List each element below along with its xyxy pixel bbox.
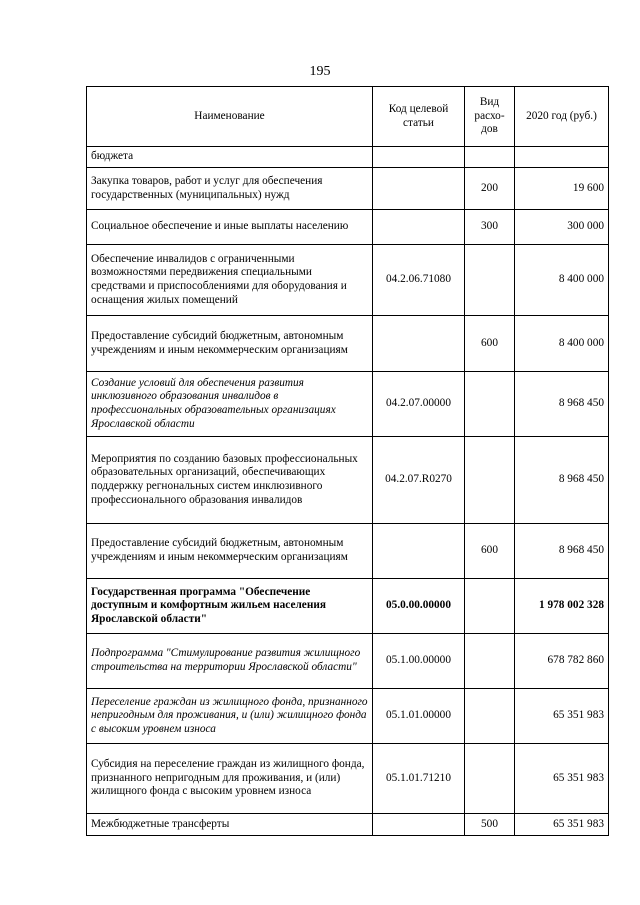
row-name: Социальное обеспечение и иные выплаты населению — [87, 210, 373, 245]
budget-table — [86, 86, 609, 836]
row-sum: 8 968 450 — [515, 372, 609, 437]
table-row — [87, 689, 609, 744]
row-type — [465, 372, 515, 437]
header-sum: 2020 год (руб.) — [515, 87, 609, 147]
row-sum: 65 351 983 — [515, 744, 609, 814]
row-type — [465, 245, 515, 316]
row-sum: 8 400 000 — [515, 316, 609, 372]
table-row — [87, 814, 609, 836]
row-code — [373, 147, 465, 168]
page-number: 195 — [309, 64, 331, 79]
row-type: 200 — [465, 168, 515, 210]
row-sum: 1 978 002 328 — [515, 579, 609, 634]
table-row — [87, 147, 609, 168]
row-code — [373, 316, 465, 372]
table-row — [87, 524, 609, 579]
row-code — [373, 210, 465, 245]
row-code: 05.0.00.00000 — [373, 579, 465, 634]
table-row — [87, 579, 609, 634]
row-sum: 678 782 860 — [515, 634, 609, 689]
table-body — [87, 147, 609, 836]
row-type — [465, 147, 515, 168]
table-row — [87, 316, 609, 372]
table-row — [87, 372, 609, 437]
row-sum: 8 968 450 — [515, 524, 609, 579]
row-type — [465, 689, 515, 744]
row-sum: 65 351 983 — [515, 689, 609, 744]
row-code: 05.1.01.71210 — [373, 744, 465, 814]
row-type — [465, 579, 515, 634]
table-row — [87, 168, 609, 210]
row-type — [465, 634, 515, 689]
row-type: 300 — [465, 210, 515, 245]
row-name: Субсидия на переселение граждан из жилищного фонда, признанного непригодным для проживания, и (или) жилищного фонда с высоким уровнем износа — [87, 744, 373, 814]
row-type: 500 — [465, 814, 515, 836]
row-name: Обеспечение инвалидов с ограниченными возможностями передвижения специальными средствами и приспособлениями для оборудования и оснащения жилых помещений — [87, 245, 373, 316]
row-name: Государственная программа "Обеспечение доступным и комфортным жильем населения Ярославской области" — [87, 579, 373, 634]
table-header-row — [87, 87, 609, 147]
row-type: 600 — [465, 524, 515, 579]
row-code — [373, 168, 465, 210]
row-code: 04.2.06.71080 — [373, 245, 465, 316]
row-code: 05.1.01.00000 — [373, 689, 465, 744]
table-row — [87, 634, 609, 689]
table-row — [87, 245, 609, 316]
table-row — [87, 744, 609, 814]
row-code — [373, 524, 465, 579]
header-code: Код целевой статьи — [373, 87, 465, 147]
row-code: 05.1.00.00000 — [373, 634, 465, 689]
row-name: Предоставление субсидий бюджетным, автономным учреждениям и иным некоммерческим организациям — [87, 524, 373, 579]
row-sum — [515, 147, 609, 168]
row-sum: 8 968 450 — [515, 437, 609, 524]
header-name: Наименование — [87, 87, 373, 147]
row-name: Мероприятия по созданию базовых профессиональных образовательных организаций, обеспечивающих поддержку регнональных систем инклюзивного профессионального образования инвалидов — [87, 437, 373, 524]
row-name: бюджета — [87, 147, 373, 168]
row-name: Создание условий для обеспечения развития инклюзивного образования инвалидов в профессиональных образовательных организациях Ярославской области — [87, 372, 373, 437]
row-type — [465, 744, 515, 814]
row-type — [465, 437, 515, 524]
row-name: Предоставление субсидий бюджетным, автономным учреждениям и иным некоммерческим организациям — [87, 316, 373, 372]
row-code: 04.2.07.R0270 — [373, 437, 465, 524]
table-row — [87, 210, 609, 245]
table-row — [87, 437, 609, 524]
header-type: Вид расхо-дов — [465, 87, 515, 147]
row-sum: 65 351 983 — [515, 814, 609, 836]
row-code — [373, 814, 465, 836]
row-type: 600 — [465, 316, 515, 372]
row-name: Закупка товаров, работ и услуг для обеспечения государственных (муниципальных) нужд — [87, 168, 373, 210]
row-name: Межбюджетные трансферты — [87, 814, 373, 836]
row-name: Переселение граждан из жилищного фонда, признанного непригодным для проживания, и (или) жилищного фонда с высоким уровнем износа — [87, 689, 373, 744]
row-sum: 300 000 — [515, 210, 609, 245]
row-sum: 19 600 — [515, 168, 609, 210]
row-code: 04.2.07.00000 — [373, 372, 465, 437]
row-name: Подпрограмма "Стимулирование развития жилищного строительства на территории Ярославской области" — [87, 634, 373, 689]
row-sum: 8 400 000 — [515, 245, 609, 316]
